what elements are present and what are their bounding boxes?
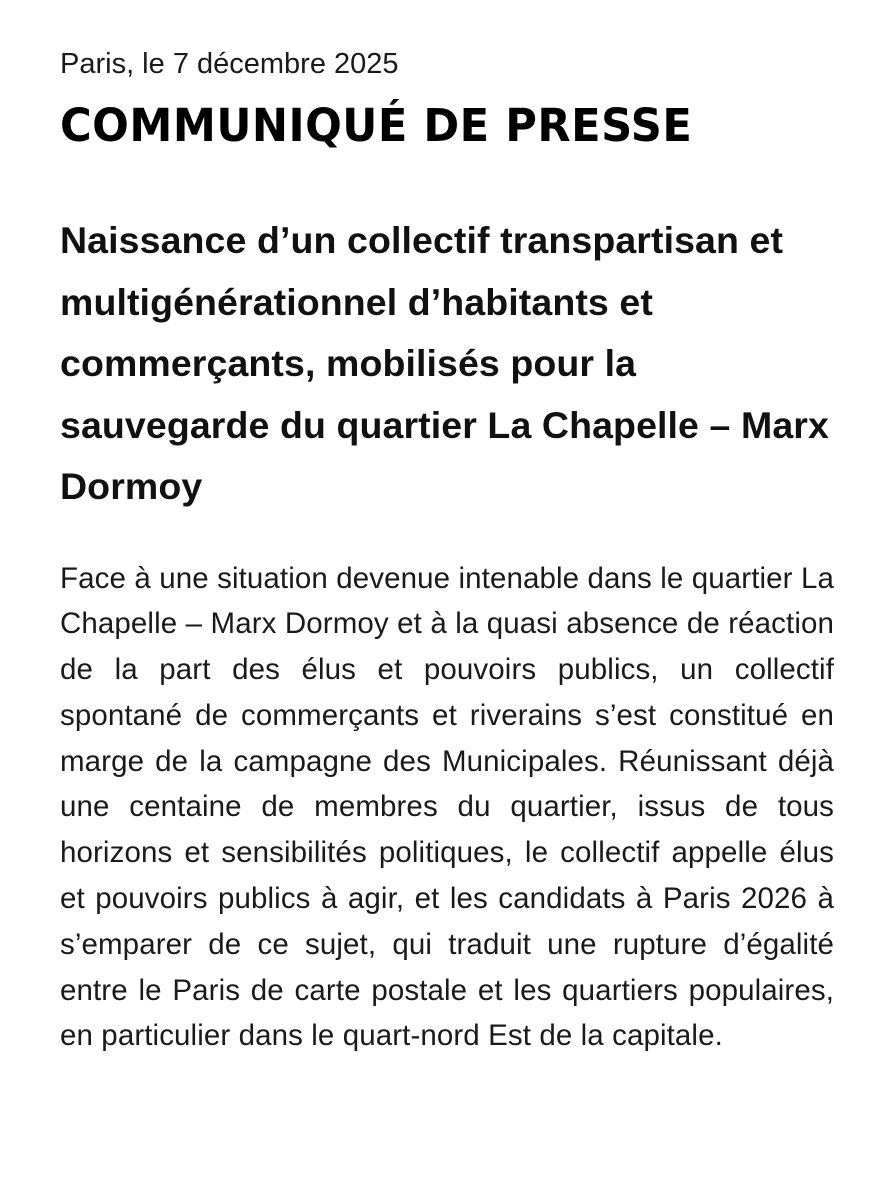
document-type-heading: COMMUNIQUÉ DE PRESSE: [60, 99, 693, 152]
headline: Naissance d’un collectif transpartisan et multigénérationnel d’habitants et commerçants, mobilisés pour la sauvegarde du quartier La Chapelle – Marx Dormoy: [60, 219, 829, 507]
dateline: Paris, le 7 décembre 2025: [60, 48, 399, 80]
body-paragraph: Face à une situation devenue intenable dans le quartier La Chapelle – Marx Dormoy et à la quasi absence de réaction de la part des élus et pouvoirs publics, un collectif spontané de commerçants et riverains s’est constitué en marge de la campagne des Municipales. Réunissant déjà une centaine de membres du quartier, issus de tous horizons et sensibilités politiques, le collectif appelle élus et pouvoirs publics à agir, et les candidats à Paris 2026 à s’emparer de ce sujet, qui traduit une rupture d’égalité entre le Paris de carte postale et les quartiers populaires, en particulier dans le quart-nord Est de la capitale.: [60, 561, 834, 1053]
press-release-document: [60, 44, 834, 1059]
